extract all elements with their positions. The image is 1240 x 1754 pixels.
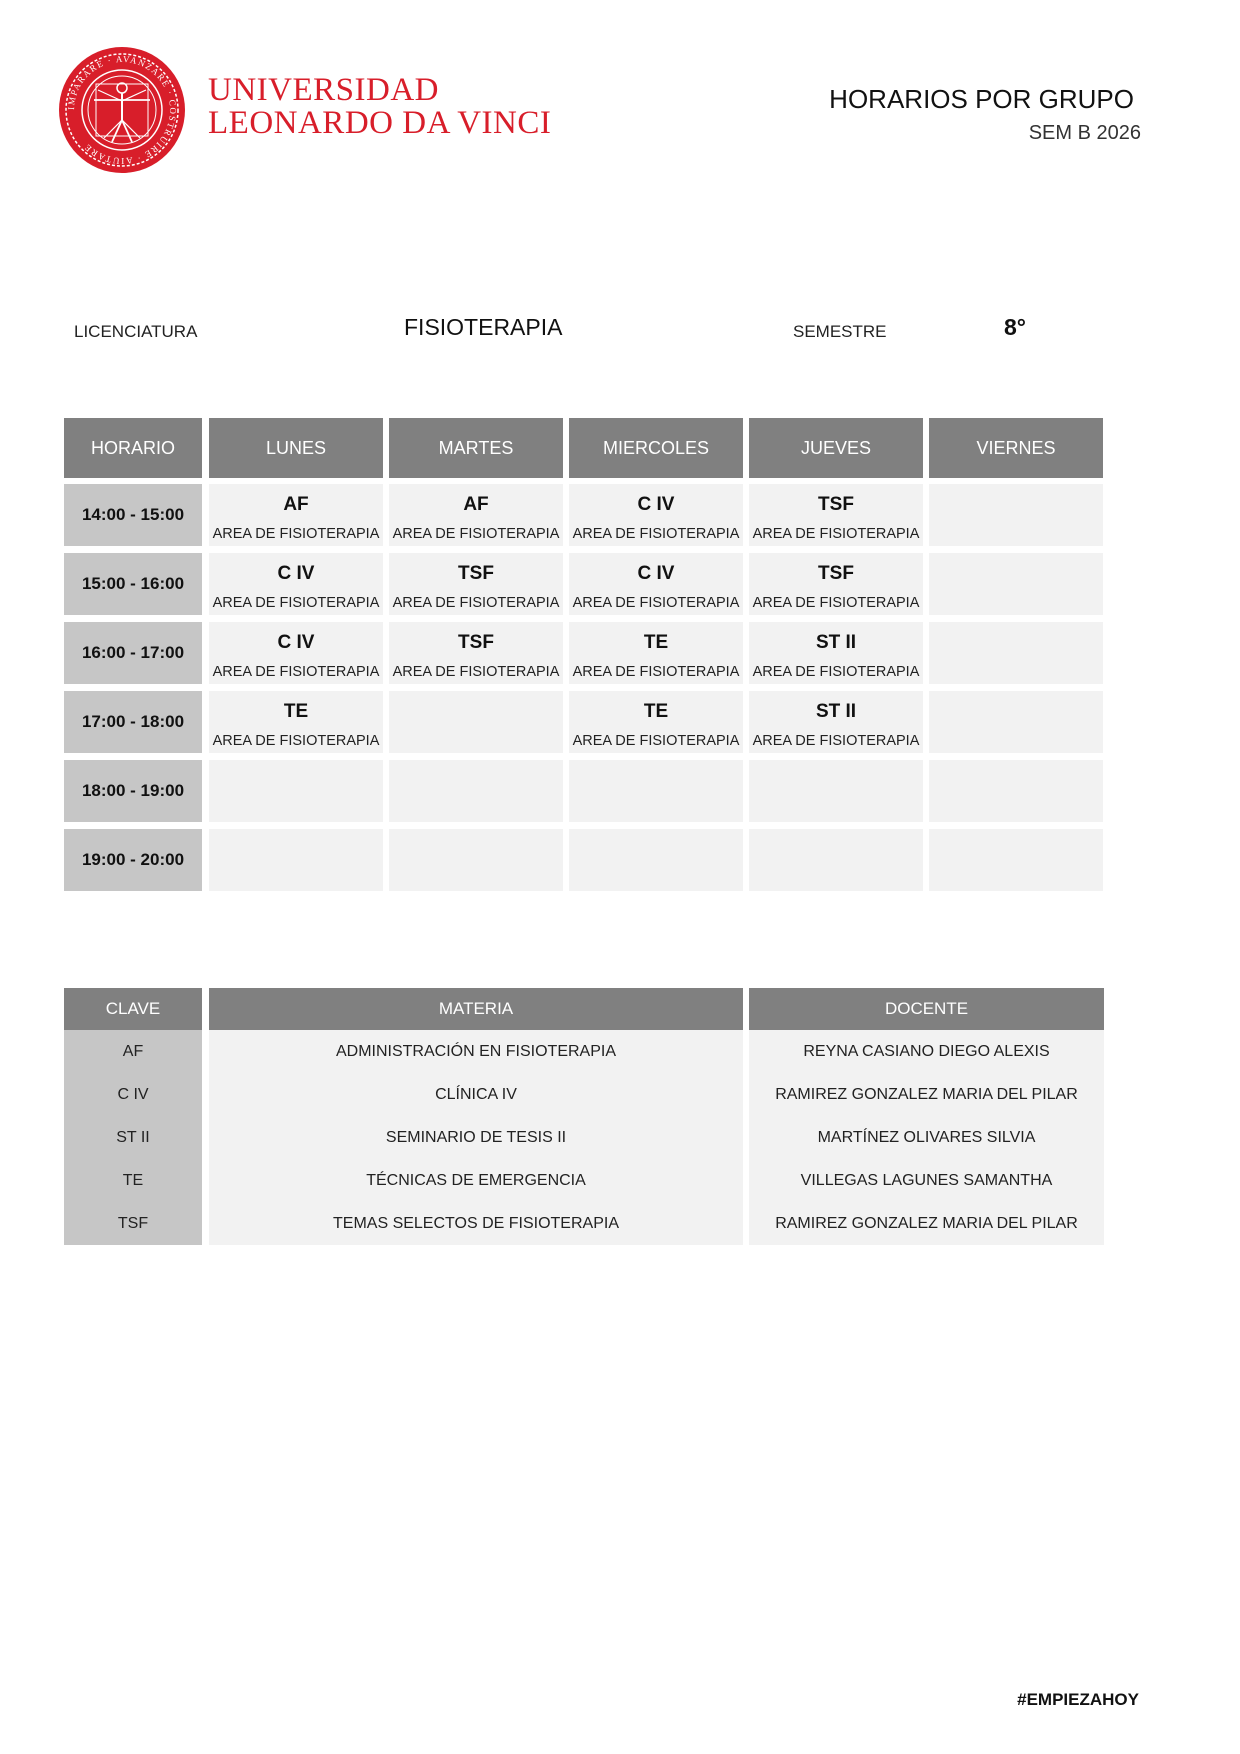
legend-materia: TEMAS SELECTOS DE FISIOTERAPIA bbox=[333, 1214, 619, 1232]
document-title: HORARIOS POR GRUPO bbox=[829, 84, 1134, 114]
subject-code: C IV bbox=[637, 494, 675, 515]
schedule-cell bbox=[929, 760, 1103, 822]
schedule-cell bbox=[569, 691, 743, 753]
classroom-name: AREA DE FISIOTERAPIA bbox=[752, 595, 920, 611]
schedule-cell bbox=[209, 622, 383, 684]
subject-code: C IV bbox=[637, 563, 675, 584]
schedule-cell bbox=[209, 760, 383, 822]
legend-row bbox=[64, 1202, 1104, 1245]
subject-code: TSF bbox=[818, 563, 854, 584]
legend-materia: SEMINARIO DE TESIS II bbox=[385, 1128, 567, 1146]
time-slot-label: 17:00 - 18:00 bbox=[64, 691, 202, 753]
schedule-cell bbox=[749, 553, 923, 615]
subject-code: ST II bbox=[815, 632, 857, 653]
legend-docente: MARTÍNEZ OLIVARES SILVIA bbox=[817, 1128, 1036, 1146]
schedule-cell bbox=[929, 484, 1103, 546]
schedule-cell bbox=[209, 691, 383, 753]
logo-line-1: UNIVERSIDAD bbox=[208, 72, 439, 108]
column-header-martes: MARTES bbox=[389, 418, 563, 478]
schedule-cell bbox=[569, 760, 743, 822]
legend-row bbox=[64, 1116, 1104, 1159]
subject-code: TSF bbox=[458, 563, 494, 584]
schedule-cell bbox=[569, 484, 743, 546]
time-slot-label: 18:00 - 19:00 bbox=[64, 760, 202, 822]
column-header-lunes: LUNES bbox=[209, 418, 383, 478]
column-header-viernes: VIERNES bbox=[929, 418, 1103, 478]
time-slot-label: 15:00 - 16:00 bbox=[64, 553, 202, 615]
legend-header-materia: MATERIA bbox=[209, 988, 743, 1030]
classroom-name: AREA DE FISIOTERAPIA bbox=[392, 595, 560, 611]
subject-code: C IV bbox=[277, 563, 315, 584]
licenciatura-value: FISIOTERAPIA bbox=[404, 314, 563, 340]
schedule-cell bbox=[569, 622, 743, 684]
schedule-cell bbox=[929, 829, 1103, 891]
legend-clave: ST II bbox=[116, 1128, 150, 1146]
subject-code: TE bbox=[283, 701, 309, 722]
schedule-cell bbox=[929, 691, 1103, 753]
legend-header-clave: CLAVE bbox=[64, 988, 202, 1030]
schedule-cell bbox=[929, 553, 1103, 615]
schedule-cell bbox=[389, 553, 563, 615]
classroom-name: AREA DE FISIOTERAPIA bbox=[572, 733, 740, 749]
legend-docente: RAMIREZ GONZALEZ MARIA DEL PILAR bbox=[775, 1085, 1078, 1103]
subject-code: AF bbox=[283, 494, 309, 515]
classroom-name: AREA DE FISIOTERAPIA bbox=[572, 595, 740, 611]
legend-clave: TE bbox=[122, 1171, 144, 1189]
schedule-cell bbox=[209, 553, 383, 615]
legend-docente: REYNA CASIANO DIEGO ALEXIS bbox=[803, 1042, 1050, 1060]
classroom-name: AREA DE FISIOTERAPIA bbox=[212, 595, 380, 611]
subject-code: TE bbox=[643, 701, 669, 722]
legend-row bbox=[64, 1159, 1104, 1202]
classroom-name: AREA DE FISIOTERAPIA bbox=[212, 733, 380, 749]
subject-code: TSF bbox=[818, 494, 854, 515]
schedule-cell bbox=[389, 760, 563, 822]
schedule-cell bbox=[389, 484, 563, 546]
semestre-value: 8° bbox=[1004, 314, 1026, 340]
document-subtitle: SEM B 2026 bbox=[1028, 122, 1141, 144]
classroom-name: AREA DE FISIOTERAPIA bbox=[572, 664, 740, 680]
schedule-cell bbox=[749, 484, 923, 546]
logo-wordmark bbox=[208, 74, 551, 140]
classroom-name: AREA DE FISIOTERAPIA bbox=[752, 526, 920, 542]
schedule-cell bbox=[389, 622, 563, 684]
footer-hashtag: #EMPIEZAHOY bbox=[1017, 1690, 1139, 1709]
legend-materia: ADMINISTRACIÓN EN FISIOTERAPIA bbox=[335, 1042, 617, 1060]
schedule-cell bbox=[569, 553, 743, 615]
semestre-label: SEMESTRE bbox=[793, 322, 887, 341]
legend-docente: RAMIREZ GONZALEZ MARIA DEL PILAR bbox=[775, 1214, 1078, 1232]
schedule-cell bbox=[749, 760, 923, 822]
legend-clave: C IV bbox=[117, 1085, 149, 1103]
schedule-cell bbox=[389, 829, 563, 891]
subject-code: TSF bbox=[458, 632, 494, 653]
logo-line-2: LEONARDO DA VINCI bbox=[208, 105, 552, 141]
schedule-cell bbox=[389, 691, 563, 753]
legend-clave: AF bbox=[122, 1042, 144, 1060]
classroom-name: AREA DE FISIOTERAPIA bbox=[212, 664, 380, 680]
schedule-cell bbox=[749, 691, 923, 753]
schedule-cell bbox=[209, 484, 383, 546]
seal-text: IMPARARE · AVANZARE · COSTRUIRE · AIUTARE bbox=[65, 53, 179, 167]
column-header-miercoles: MIERCOLES bbox=[569, 418, 743, 478]
time-slot-label: 14:00 - 15:00 bbox=[64, 484, 202, 546]
legend-docente: VILLEGAS LAGUNES SAMANTHA bbox=[800, 1171, 1053, 1189]
subject-code: AF bbox=[463, 494, 489, 515]
column-header-jueves: JUEVES bbox=[749, 418, 923, 478]
legend-header-docente: DOCENTE bbox=[749, 988, 1104, 1030]
university-logo bbox=[58, 46, 558, 176]
time-slot-label: 16:00 - 17:00 bbox=[64, 622, 202, 684]
schedule-cell bbox=[749, 829, 923, 891]
classroom-name: AREA DE FISIOTERAPIA bbox=[212, 526, 380, 542]
subject-code: C IV bbox=[277, 632, 315, 653]
column-header-horario: HORARIO bbox=[64, 418, 202, 478]
schedule-cell bbox=[749, 622, 923, 684]
classroom-name: AREA DE FISIOTERAPIA bbox=[572, 526, 740, 542]
classroom-name: AREA DE FISIOTERAPIA bbox=[392, 664, 560, 680]
legend-materia: TÉCNICAS DE EMERGENCIA bbox=[366, 1171, 586, 1189]
schedule-table bbox=[64, 418, 1104, 898]
classroom-name: AREA DE FISIOTERAPIA bbox=[392, 526, 560, 542]
classroom-name: AREA DE FISIOTERAPIA bbox=[752, 733, 920, 749]
schedule-cell bbox=[209, 829, 383, 891]
time-slot-label: 19:00 - 20:00 bbox=[64, 829, 202, 891]
legend-materia: CLÍNICA IV bbox=[435, 1085, 517, 1103]
licenciatura-label: LICENCIATURA bbox=[74, 322, 198, 341]
legend-row bbox=[64, 1073, 1104, 1116]
schedule-cell bbox=[569, 829, 743, 891]
university-seal-icon bbox=[58, 46, 186, 174]
legend-clave: TSF bbox=[117, 1214, 149, 1232]
schedule-cell bbox=[929, 622, 1103, 684]
classroom-name: AREA DE FISIOTERAPIA bbox=[752, 664, 920, 680]
subject-code: ST II bbox=[815, 701, 857, 722]
subject-code: TE bbox=[643, 632, 669, 653]
legend-row bbox=[64, 1030, 1104, 1073]
subjects-legend-table bbox=[64, 988, 1104, 1246]
